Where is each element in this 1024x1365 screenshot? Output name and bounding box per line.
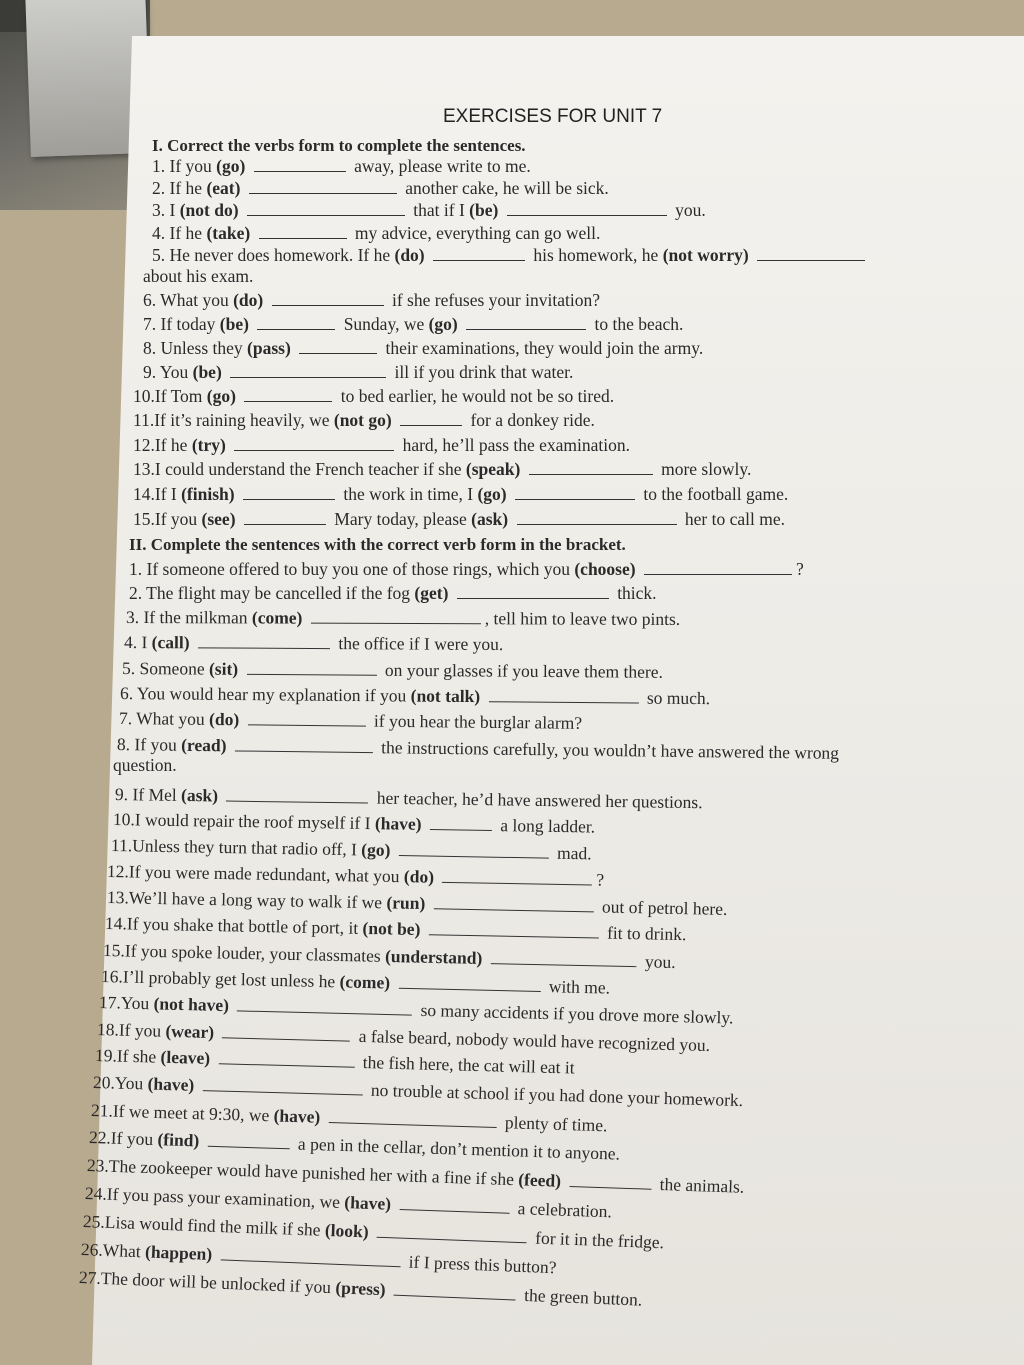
verb-prompt: (have) — [374, 813, 422, 834]
sentence-text: , tell him to leave two pints. — [484, 608, 681, 629]
sentence-text: you. — [640, 951, 676, 972]
verb-prompt: (do) — [403, 866, 435, 887]
sentence-text — [238, 659, 243, 679]
verb-prompt: (understand) — [384, 945, 483, 968]
verb-prompt: (do) — [394, 245, 425, 265]
verb-prompt: (try) — [191, 435, 226, 455]
answer-blank[interactable] — [517, 510, 677, 525]
answer-blank[interactable] — [400, 411, 462, 426]
verb-prompt: (have) — [273, 1105, 321, 1127]
sentence-text: 17.You — [98, 992, 154, 1014]
sentence-text: 25.Lisa would find the milk if she — [82, 1211, 326, 1240]
sentence-text — [226, 735, 231, 755]
answer-blank[interactable] — [457, 584, 609, 599]
sentence-text: another cake, he will be sick. — [400, 178, 609, 198]
s1-line-13 — [133, 436, 630, 455]
sentence-text — [263, 290, 267, 310]
sentence-text — [239, 709, 244, 729]
answer-blank[interactable] — [398, 974, 540, 992]
verb-prompt: (find) — [157, 1129, 200, 1151]
s1-line-1 — [152, 157, 531, 176]
sentence-text: more slowly. — [656, 459, 752, 479]
sentence-text: 1. If someone offered to buy you one of those rings, which you — [129, 559, 575, 579]
answer-blank[interactable] — [515, 485, 635, 500]
section-2-heading: II. Complete the sentences with the correct verb form in the bracket. — [129, 535, 626, 554]
sentence-text: if you hear the burglar alarm? — [369, 710, 583, 733]
sentence-text — [368, 1221, 373, 1241]
verb-prompt: (leave) — [160, 1046, 211, 1069]
answer-blank[interactable] — [230, 363, 386, 378]
answer-blank[interactable] — [328, 1108, 496, 1128]
sentence-text: on your glasses if you leave them there. — [380, 659, 663, 682]
answer-blank[interactable] — [254, 157, 346, 172]
sentence-text — [194, 1075, 199, 1095]
sentence-text: for a donkey ride. — [466, 410, 595, 430]
verb-prompt: (be) — [469, 200, 499, 220]
sentence-text — [498, 200, 502, 220]
sentence-text — [214, 1022, 219, 1042]
sentence-text: so many accidents if you drove more slowly. — [416, 999, 734, 1028]
sentence-text: the animals. — [655, 1173, 745, 1197]
sentence-text — [480, 686, 485, 706]
sentence-text: the office if I were you. — [333, 633, 504, 654]
sentence-text: 3. I — [152, 200, 180, 220]
sentence-text: 13.I could understand the French teacher if she — [133, 459, 466, 479]
sentence-text — [245, 156, 249, 176]
sentence-text: 16.I’ll probably get lost unless he — [100, 966, 340, 992]
answer-blank[interactable] — [247, 660, 377, 676]
sentence-text: 14.If I — [133, 484, 182, 504]
verb-prompt: (go) — [428, 314, 458, 334]
answer-blank[interactable] — [399, 841, 549, 859]
verb-prompt: (eat) — [206, 178, 241, 198]
sentence-text: 4. I — [123, 632, 152, 653]
answer-blank[interactable] — [222, 1023, 350, 1041]
sentence-text — [420, 919, 425, 939]
verb-prompt: (finish) — [181, 484, 235, 504]
s1-line-15 — [133, 485, 788, 504]
answer-blank[interactable] — [259, 224, 347, 239]
s2-line-28 — [79, 1268, 643, 1309]
answer-blank[interactable] — [429, 920, 599, 938]
answer-blank[interactable] — [569, 1172, 651, 1190]
sentence-text: a false beard, nobody would have recognized you. — [354, 1025, 711, 1056]
sentence-text: 12.If he — [133, 435, 192, 455]
sentence-text: ill if you drink that water. — [390, 362, 574, 382]
answer-blank[interactable] — [430, 815, 492, 831]
sentence-text: 9. If Mel — [114, 784, 182, 805]
section-1-heading: I. Correct the verbs form to complete the sentences. — [152, 136, 526, 155]
s1-line-14 — [133, 460, 751, 479]
sentence-text: her teacher, he’d have answered her questions. — [372, 787, 703, 813]
s1-line-3 — [152, 201, 706, 220]
verb-prompt: (do) — [233, 290, 264, 310]
sentence-text: to the football game. — [639, 484, 789, 504]
s2-line-11 — [113, 810, 595, 836]
sentence-text: that if I — [408, 200, 470, 220]
sentence-text: 12.If you were made redundant, what you — [106, 861, 405, 887]
sentence-text — [229, 995, 234, 1015]
sentence-text: 27.The door will be unlocked if you — [78, 1267, 336, 1298]
sentence-text — [391, 1194, 396, 1214]
answer-blank[interactable] — [491, 949, 637, 967]
s2-line-6 — [120, 684, 710, 708]
sentence-text — [249, 314, 253, 334]
answer-blank[interactable] — [220, 1245, 400, 1267]
sentence-text: to the beach. — [590, 314, 684, 334]
s1-line-12 — [133, 411, 595, 430]
answer-blank[interactable] — [272, 291, 384, 306]
sentence-text: their examinations, they would join the army. — [381, 338, 704, 358]
verb-prompt: (happen) — [144, 1241, 213, 1265]
verb-prompt: (go) — [216, 156, 246, 176]
sentence-text: mad. — [552, 842, 592, 864]
sentence-text: hard, he’ll pass the examination. — [398, 435, 631, 455]
answer-blank[interactable] — [394, 1281, 517, 1301]
answer-blank[interactable] — [226, 787, 368, 804]
sentence-text: my advice, everything can go well. — [350, 223, 601, 243]
s2-line-16 — [103, 941, 676, 971]
answer-blank[interactable] — [237, 996, 412, 1015]
verb-prompt: (have) — [147, 1073, 195, 1095]
s1-line-2 — [152, 179, 609, 198]
answer-blank[interactable] — [757, 246, 865, 261]
sentence-text: 9. You — [143, 362, 193, 382]
sentence-text: 15.If you spoke louder, your classmates — [102, 940, 386, 966]
sentence-text: 22.If you — [88, 1127, 158, 1150]
verb-prompt: (go) — [477, 484, 507, 504]
s2-line-4 — [124, 633, 503, 653]
s1-line-8 — [143, 315, 683, 334]
answer-blank[interactable] — [249, 179, 397, 194]
s2-line-7 — [119, 709, 582, 732]
sentence-text — [520, 459, 524, 479]
sentence-text: her to call me. — [680, 509, 785, 529]
sentence-text — [392, 410, 396, 430]
sentence-text — [222, 362, 226, 382]
answer-blank[interactable] — [247, 201, 405, 216]
s2-line-17 — [101, 967, 610, 997]
s2-line-20 — [95, 1046, 575, 1077]
sentence-text — [385, 1279, 390, 1299]
sentence-text: 21.If we meet at 9:30, we — [90, 1100, 274, 1126]
sentence-text — [421, 814, 426, 834]
verb-prompt: (not do) — [179, 200, 239, 220]
sentence-text: away, please write to me. — [349, 156, 531, 176]
answer-blank[interactable] — [244, 387, 332, 402]
sentence-text: no trouble at school if you had done your homework. — [366, 1079, 744, 1111]
s1-line-16 — [133, 510, 785, 529]
verb-prompt: (press) — [335, 1277, 387, 1300]
verb-prompt: (ask) — [471, 509, 509, 529]
sentence-text: 18.If you — [96, 1019, 166, 1041]
sentence-text: 6. What you — [143, 290, 234, 310]
verb-prompt: (take) — [206, 223, 251, 243]
answer-blank[interactable] — [198, 633, 330, 649]
sentence-text: 7. If today — [143, 314, 220, 334]
verb-prompt: (pass) — [247, 338, 291, 358]
sentence-text — [190, 632, 194, 652]
s2-line-13 — [107, 862, 604, 889]
sentence-text — [448, 583, 452, 603]
s2-line-10 — [115, 785, 703, 812]
sentence-text: a celebration. — [512, 1197, 613, 1222]
sentence-text: 26.What — [80, 1239, 146, 1262]
s1-line-10 — [143, 363, 573, 382]
sentence-text: 8. If you — [116, 734, 182, 755]
answer-blank[interactable] — [235, 736, 373, 753]
answer-blank[interactable] — [244, 510, 326, 525]
verb-prompt: (not be) — [362, 917, 421, 940]
sentence-text: a pen in the cellar, don’t mention it to anyone. — [293, 1133, 621, 1164]
verb-prompt: (choose) — [574, 559, 636, 579]
verb-prompt: (not go) — [333, 410, 392, 430]
sentence-text — [210, 1048, 215, 1068]
page-title: EXERCISES FOR UNIT 7 — [443, 106, 663, 127]
verb-prompt: (have) — [344, 1192, 392, 1214]
answer-blank[interactable] — [466, 315, 586, 330]
sentence-text — [390, 973, 395, 993]
s2-line-1 — [129, 560, 804, 579]
sentence-text: you. — [670, 200, 706, 220]
sentence-text — [425, 893, 430, 913]
sentence-text — [236, 386, 240, 406]
sentence-text — [458, 314, 462, 334]
sentence-text: 5. Someone — [121, 658, 210, 679]
sentence-text: 2. The flight may be cancelled if the fog — [129, 583, 415, 603]
sentence-text — [636, 559, 640, 579]
verb-prompt: (not have) — [153, 993, 230, 1016]
verb-prompt: (be) — [192, 362, 222, 382]
verb-prompt: (do) — [208, 708, 240, 730]
sentence-text: 15.If you — [133, 509, 202, 529]
sentence-text: thick. — [612, 583, 657, 603]
s2-line-5 — [122, 659, 663, 681]
sentence-text — [320, 1107, 325, 1127]
answer-blank[interactable] — [644, 560, 792, 575]
sentence-text: 5. He never does homework. If he — [152, 245, 395, 265]
s1-line-5 — [152, 246, 869, 265]
sentence-text: 7. What you — [118, 708, 210, 729]
answer-blank[interactable] — [299, 339, 377, 354]
sentence-text — [291, 338, 295, 358]
sentence-text: 23.The zookeeper would have punished her with a fine if she — [86, 1155, 519, 1190]
verb-prompt: (go) — [361, 839, 391, 860]
sentence-text — [240, 178, 244, 198]
sentence-text: 10.If Tom — [133, 386, 207, 406]
s1-line-9 — [143, 339, 703, 358]
verb-prompt: (speak) — [465, 459, 521, 479]
answer-blank[interactable] — [433, 246, 525, 261]
answer-blank[interactable] — [529, 460, 653, 475]
sentence-text — [302, 608, 306, 628]
sentence-text: the instructions carefully, you wouldn’t have answered the wrong — [376, 737, 840, 763]
verb-prompt: (call) — [151, 632, 190, 653]
sentence-text: Sunday, we — [339, 314, 429, 334]
answer-blank[interactable] — [257, 315, 335, 330]
answer-blank[interactable] — [399, 1195, 509, 1214]
s1-line-7 — [143, 291, 600, 310]
sentence-text — [239, 200, 243, 220]
s1-line-11 — [133, 387, 614, 406]
s2-line-9 — [113, 757, 177, 775]
answer-blank[interactable] — [434, 894, 594, 912]
verb-prompt: (not talk) — [410, 685, 481, 707]
sentence-text — [425, 245, 429, 265]
answer-blank[interactable] — [507, 201, 667, 216]
sentence-text: 14.If you shake that bottle of port, it — [104, 913, 363, 938]
sentence-text: Mary today, please — [329, 509, 472, 529]
verb-prompt: (get) — [414, 583, 449, 603]
sentence-text: 24.If you pass your examination, we — [84, 1183, 345, 1213]
answer-blank[interactable] — [311, 609, 481, 625]
sentence-text: for it in the fridge. — [530, 1227, 665, 1253]
verb-prompt: (see) — [201, 509, 236, 529]
verb-prompt: (run) — [386, 892, 426, 914]
sentence-text: 11.Unless they turn that radio off, I — [110, 835, 362, 860]
answer-blank[interactable] — [248, 710, 366, 726]
sentence-text: 11.If it’s raining heavily, we — [133, 410, 334, 430]
sentence-text: 3. If the milkman — [125, 607, 252, 628]
sentence-text: so much. — [642, 687, 711, 709]
answer-blank[interactable] — [218, 1049, 354, 1068]
sentence-text: fit to drink. — [602, 922, 687, 945]
verb-prompt: (go) — [206, 386, 236, 406]
answer-blank[interactable] — [377, 1223, 527, 1243]
sentence-text: ? — [596, 869, 605, 890]
s1-line-6 — [143, 268, 253, 286]
sentence-text: 6. You would hear my explanation if you — [119, 683, 411, 706]
sentence-text — [508, 509, 512, 529]
s2-line-3 — [126, 608, 680, 628]
sentence-text — [507, 484, 511, 504]
verb-prompt: (ask) — [180, 784, 219, 806]
sentence-text: his homework, he — [529, 245, 663, 265]
sentence-text: the fish here, the cat will eat it — [358, 1051, 575, 1078]
answer-blank[interactable] — [202, 1076, 362, 1095]
sentence-text: a long ladder. — [495, 815, 596, 837]
sentence-text — [218, 785, 223, 805]
sentence-text: 1. If you — [152, 156, 217, 176]
sentence-text: 10.I would repair the roof myself if I — [112, 809, 376, 834]
verb-prompt: (read) — [181, 734, 227, 756]
sentence-text — [235, 484, 239, 504]
sentence-text — [561, 1171, 566, 1191]
sentence-text — [250, 223, 254, 243]
sentence-text: if she refuses your invitation? — [387, 290, 600, 310]
sentence-text: about his exam. — [143, 266, 254, 286]
sentence-text: plenty of time. — [500, 1112, 608, 1136]
verb-prompt: (be) — [219, 314, 249, 334]
verb-prompt: (come) — [339, 971, 391, 993]
sentence-text: 2. If he — [152, 178, 207, 198]
sentence-text — [482, 948, 487, 968]
verb-prompt: (feed) — [517, 1169, 562, 1191]
answer-blank[interactable] — [234, 436, 394, 451]
sentence-text — [236, 509, 240, 529]
sentence-text: 19.If she — [94, 1045, 161, 1067]
sentence-text: out of petrol here. — [597, 896, 728, 919]
sentence-text: with me. — [544, 976, 611, 998]
verb-prompt: (wear) — [165, 1020, 215, 1043]
sentence-text: 4. If he — [152, 223, 207, 243]
sentence-text: 8. Unless they — [143, 338, 248, 358]
answer-blank[interactable] — [207, 1132, 289, 1150]
sentence-text: the green button. — [519, 1284, 643, 1310]
verb-prompt: (not worry) — [662, 245, 749, 265]
sentence-text: question. — [113, 755, 177, 775]
sentence-text — [212, 1244, 217, 1264]
answer-blank[interactable] — [488, 687, 638, 703]
sentence-text: 20.You — [92, 1072, 148, 1094]
s2-line-8 — [117, 735, 839, 762]
sentence-text: 13.We’ll have a long way to walk if we — [106, 887, 387, 913]
answer-blank[interactable] — [243, 485, 335, 500]
verb-prompt: (look) — [324, 1219, 369, 1242]
sentence-text: ? — [795, 559, 804, 579]
sentence-text — [199, 1130, 204, 1150]
sentence-text — [390, 840, 395, 860]
s2-line-12 — [111, 836, 592, 863]
sentence-text — [226, 435, 230, 455]
s2-line-2 — [129, 584, 657, 603]
verb-prompt: (come) — [251, 607, 303, 628]
sentence-text — [434, 867, 439, 887]
s2-line-15 — [105, 914, 687, 944]
s1-line-4 — [152, 224, 600, 243]
sentence-text: if I press this button? — [404, 1251, 557, 1278]
sentence-text — [749, 245, 753, 265]
sentence-text: to bed earlier, he would not be so tired. — [336, 386, 615, 406]
answer-blank[interactable] — [442, 868, 592, 886]
sentence-text: the work in time, I — [338, 484, 478, 504]
verb-prompt: (sit) — [208, 658, 239, 679]
